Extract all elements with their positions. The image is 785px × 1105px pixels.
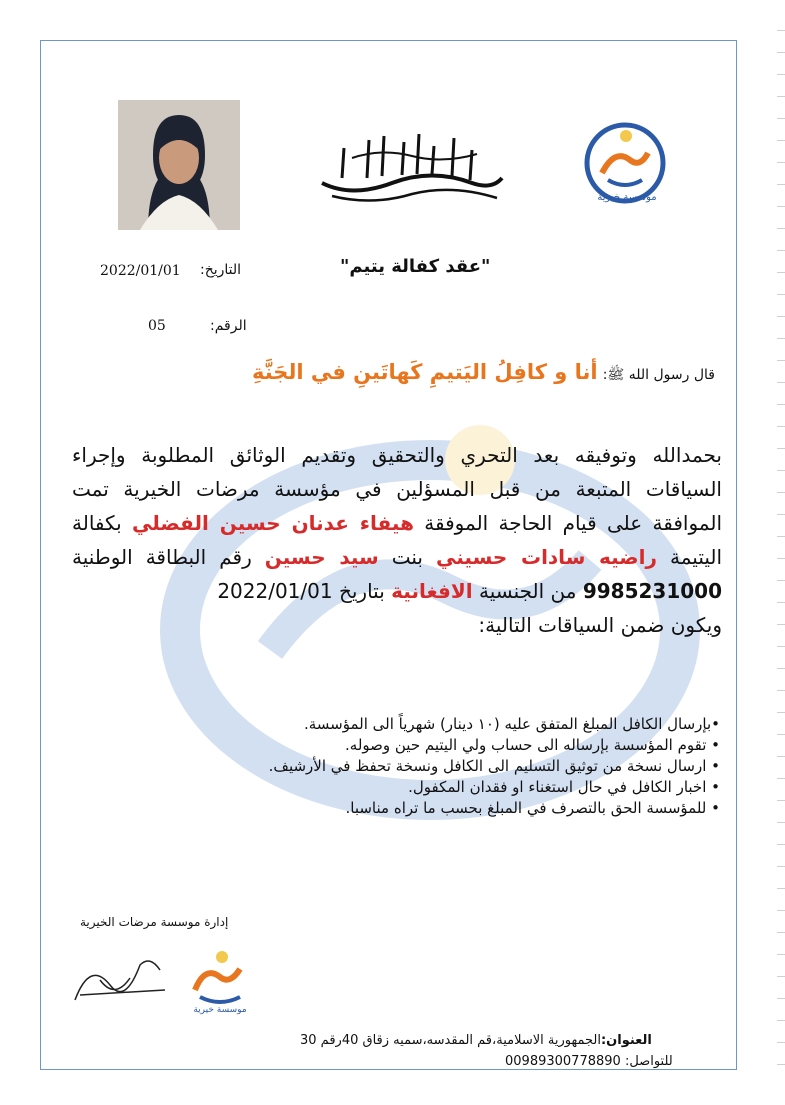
page-edge-dots — [777, 30, 785, 1070]
date-label: التاريخ: — [200, 262, 242, 278]
hadith-lead: قال رسول الله ﷺ: — [602, 367, 715, 383]
body-text: بكفالة اليتيمة — [72, 511, 723, 569]
signature — [70, 950, 170, 1010]
administration-label: إدارة موسسة مرضات الخيرية — [80, 915, 229, 929]
body-text: بتاريخ — [338, 579, 385, 603]
hadith-line — [95, 360, 715, 386]
list-item: • ارسال نسخة من توثيق التسليم الى الكافل ونسخة تحفظ في الأرشيف. — [268, 757, 720, 775]
body-text: من الجنسية — [478, 579, 577, 603]
nationality: الافغانية — [391, 579, 473, 603]
document-title: "عقد كفالة يتيم" — [340, 256, 491, 277]
address-label: العنوان: — [600, 1033, 652, 1048]
contact-value: 00989300778890 — [505, 1054, 621, 1069]
guarantor-name: هيفاء عدنان حسين الفضلي — [131, 511, 414, 535]
list-item: • للمؤسسة الحق بالتصرف في المبلغ بحسب ما تراه مناسبا. — [345, 799, 720, 817]
number-value: 05 — [148, 318, 166, 334]
conditions-list — [80, 714, 720, 819]
list-item: •بإرسال الكافل المبلغ المتفق عليه (١٠ دينار) شهرياً الى المؤسسة. — [303, 715, 720, 733]
id-number: 9985231000 — [582, 579, 722, 603]
number-label: الرقم: — [210, 318, 247, 334]
contact — [505, 1054, 673, 1069]
contract-date: 2022/01/01 — [217, 579, 333, 603]
body-text: ويكون ضمن السياقات التالية: — [478, 613, 722, 637]
address-value: الجمهورية الاسلامية،قم المقدسه،سميه زقاق 40رقم 30 — [300, 1033, 601, 1048]
basmala-calligraphy — [312, 128, 512, 208]
father-name: سيد حسين — [264, 545, 379, 569]
body-text: رقم البطاقة الوطنية — [72, 545, 252, 569]
address — [300, 1033, 652, 1048]
hadith-quote: أنا و كافِلُ اليَتيمِ كَهاتَينِ في الجَنَّةِ — [252, 360, 598, 384]
list-item: • تقوم المؤسسة بإرساله الى حساب ولي اليتيم حين وصوله. — [345, 736, 720, 754]
date-value: 2022/01/01 — [100, 263, 181, 279]
logo-caption: موسسة خيرية — [597, 192, 657, 203]
list-item: • اخبار الكافل في حال استغناء او فقدان المكفول. — [408, 778, 720, 796]
orphan-photo — [118, 100, 240, 230]
stamp-caption: موسسة خيرية — [193, 1005, 247, 1015]
contact-label: للتواصل: — [624, 1054, 673, 1069]
orphan-name: راضيه سادات حسيني — [436, 545, 657, 569]
body-text: بحمدالله وتوفيقه بعد التحري والتحقيق وتقديم الوثائق المطلوبة وإجراء السياقات المتبعة من قبل المسؤلين في مؤسسة مرضات الخيرية تمت الموافقة على قيام الحاجة الموفقة — [72, 443, 723, 535]
contract-body — [72, 438, 722, 642]
body-text: بنت — [391, 545, 423, 569]
